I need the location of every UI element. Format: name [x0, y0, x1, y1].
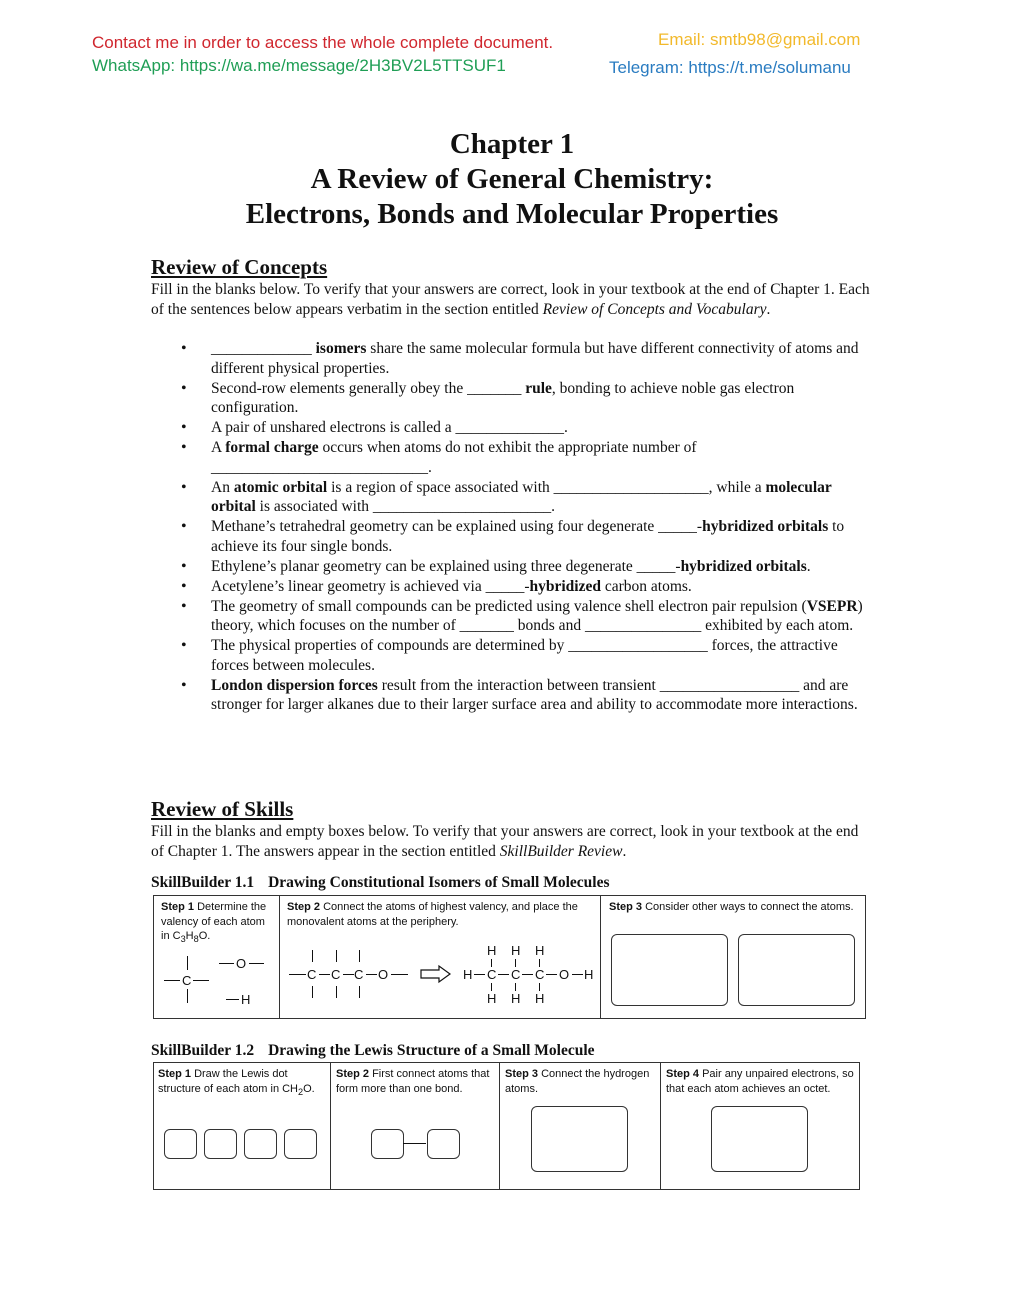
contact-line: Contact me in order to access the whole complete document. — [92, 33, 554, 52]
list-item: • The physical properties of compounds are determined by __________________ forces, the attractive forces between molecules. — [151, 636, 873, 675]
list-item: • London dispersion forces result from the interaction between transient __________________ and are stronger for larger alkanes due to their larger surface area and ability to accommodate more interactions. — [151, 676, 873, 715]
skillbuilder-1-2-table — [153, 1062, 860, 1190]
chapter-subtitle: Electrons, Bonds and Molecular Properties — [245, 198, 779, 230]
skills-heading: Review of Skills — [151, 797, 294, 821]
answer-box[interactable] — [711, 1106, 808, 1172]
sb2-step2-text: Step 2 First connect atoms that form more than one bond. — [336, 1068, 490, 1095]
carbon-atom: C — [182, 973, 192, 988]
carbon-atom: C — [307, 967, 317, 982]
contact-telegram[interactable]: Telegram: https://t.me/solumanu — [609, 58, 851, 77]
carbon-atom: C — [511, 967, 521, 982]
contact-whatsapp[interactable]: WhatsApp: https://wa.me/message/2H3BV2L5TTSUF1 — [92, 56, 506, 75]
concepts-list — [151, 339, 873, 715]
chapter-title: A Review of General Chemistry: — [310, 163, 714, 195]
divider — [660, 1063, 661, 1189]
divider — [330, 1063, 331, 1189]
sb1-step3-text: Step 3 Consider other ways to connect the atoms. — [609, 901, 854, 913]
answer-box[interactable] — [738, 934, 855, 1006]
hydrogen-atom: H — [535, 991, 545, 1006]
chapter-number: Chapter 1 — [449, 128, 575, 160]
skillbuilder-1-2-heading: SkillBuilder 1.2 Drawing the Lewis Structure of a Small Molecule — [151, 1042, 595, 1059]
atom-box[interactable] — [204, 1129, 237, 1159]
hydrogen-atom: H — [487, 943, 497, 958]
hydrogen-atom: H — [535, 943, 545, 958]
sb1-step2-text: Step 2 Connect the atoms of highest valency, and place the monovalent atoms at the periphery. — [287, 901, 578, 928]
hydrogen-atom: H — [584, 967, 594, 982]
atom-box[interactable] — [284, 1129, 317, 1159]
list-item: • The geometry of small compounds can be predicted using valence shell electron pair repulsion (VSEPR) theory, which focuses on the number of _______ bonds and _______________ exhibited by each atom. — [151, 597, 873, 636]
carbon-atom: C — [354, 967, 364, 982]
bond-line — [403, 1143, 426, 1144]
hydrogen-atom: H — [511, 991, 521, 1006]
sb2-step1-text: Step 1 Draw the Lewis dot structure of each atom in $CH_2O$. — [158, 1068, 315, 1097]
skillbuilder-1-1-heading: SkillBuilder 1.1 Drawing Constitutional Isomers of Small Molecules — [151, 874, 610, 891]
list-item: • Ethylene’s planar geometry can be explained using three degenerate _____-hybridized orbitals. — [151, 557, 873, 577]
atom-box[interactable] — [371, 1129, 404, 1159]
hydrogen-atom: H — [511, 943, 521, 958]
atom-box[interactable] — [244, 1129, 277, 1159]
divider — [279, 896, 280, 1018]
skills-intro: Fill in the blanks and empty boxes below. To verify that your answers are correct, look in your textbook at the end of Chapter 1. The answers appear in the section entitled SkillBuilder Review. — [151, 823, 859, 860]
oxygen-atom: O — [378, 967, 389, 982]
skillbuilder-1-1-table — [153, 895, 866, 1019]
divider — [499, 1063, 500, 1189]
carbon-atom: C — [487, 967, 497, 982]
list-item: • _____________ isomers share the same molecular formula but have different connectivity of atoms and different physical properties. — [151, 339, 873, 378]
list-item: • Acetylene’s linear geometry is achieved via _____-hybridized carbon atoms. — [151, 577, 873, 597]
concepts-intro: Fill in the blanks below. To verify that your answers are correct, look in your textbook at the end of Chapter 1. Each of the sentences below appears verbatim in the section entitled Review of Concepts and Vocabulary. — [151, 281, 870, 318]
contact-email[interactable]: Email: smtb98@gmail.com — [658, 30, 861, 49]
list-item: • Second-row elements generally obey the _______ rule, bonding to achieve noble gas electron configuration. — [151, 379, 873, 418]
list-item: • A formal charge occurs when atoms do not exhibit the appropriate number of ____________________________. — [151, 438, 873, 477]
hydrogen-atom: H — [487, 991, 497, 1006]
list-item: • An atomic orbital is a region of space associated with ____________________, while a molecular orbital is associated with _______________________. — [151, 478, 873, 517]
concepts-heading: Review of Concepts — [151, 255, 328, 279]
answer-box[interactable] — [531, 1106, 628, 1172]
sb2-step4-text: Step 4 Pair any unpaired electrons, so that each atom achieves an octet. — [666, 1068, 854, 1095]
sb2-step3-text: Step 3 Connect the hydrogen atoms. — [505, 1068, 650, 1095]
carbon-atom: C — [535, 967, 545, 982]
list-item: • A pair of unshared electrons is called a ______________. — [151, 418, 873, 438]
answer-box[interactable] — [611, 934, 728, 1006]
review-of-concepts-section — [151, 254, 873, 715]
oxygen-atom: O — [236, 956, 247, 971]
oxygen-atom: O — [559, 967, 570, 982]
sb1-step1-text: Step 1 Determine the valency of each atom in $C_3H_8O$. — [161, 901, 267, 945]
list-item: • Methane’s tetrahedral geometry can be explained using four degenerate _____-hybridized orbitals to achieve its four single bonds. — [151, 517, 873, 556]
atom-box[interactable] — [164, 1129, 197, 1159]
review-of-skills-section — [151, 796, 873, 861]
hydrogen-atom: H — [241, 992, 251, 1007]
carbon-atom: C — [331, 967, 341, 982]
hydrogen-atom: H — [463, 967, 473, 982]
atom-box[interactable] — [427, 1129, 460, 1159]
divider — [600, 896, 601, 1018]
right-arrow-icon — [420, 964, 452, 984]
